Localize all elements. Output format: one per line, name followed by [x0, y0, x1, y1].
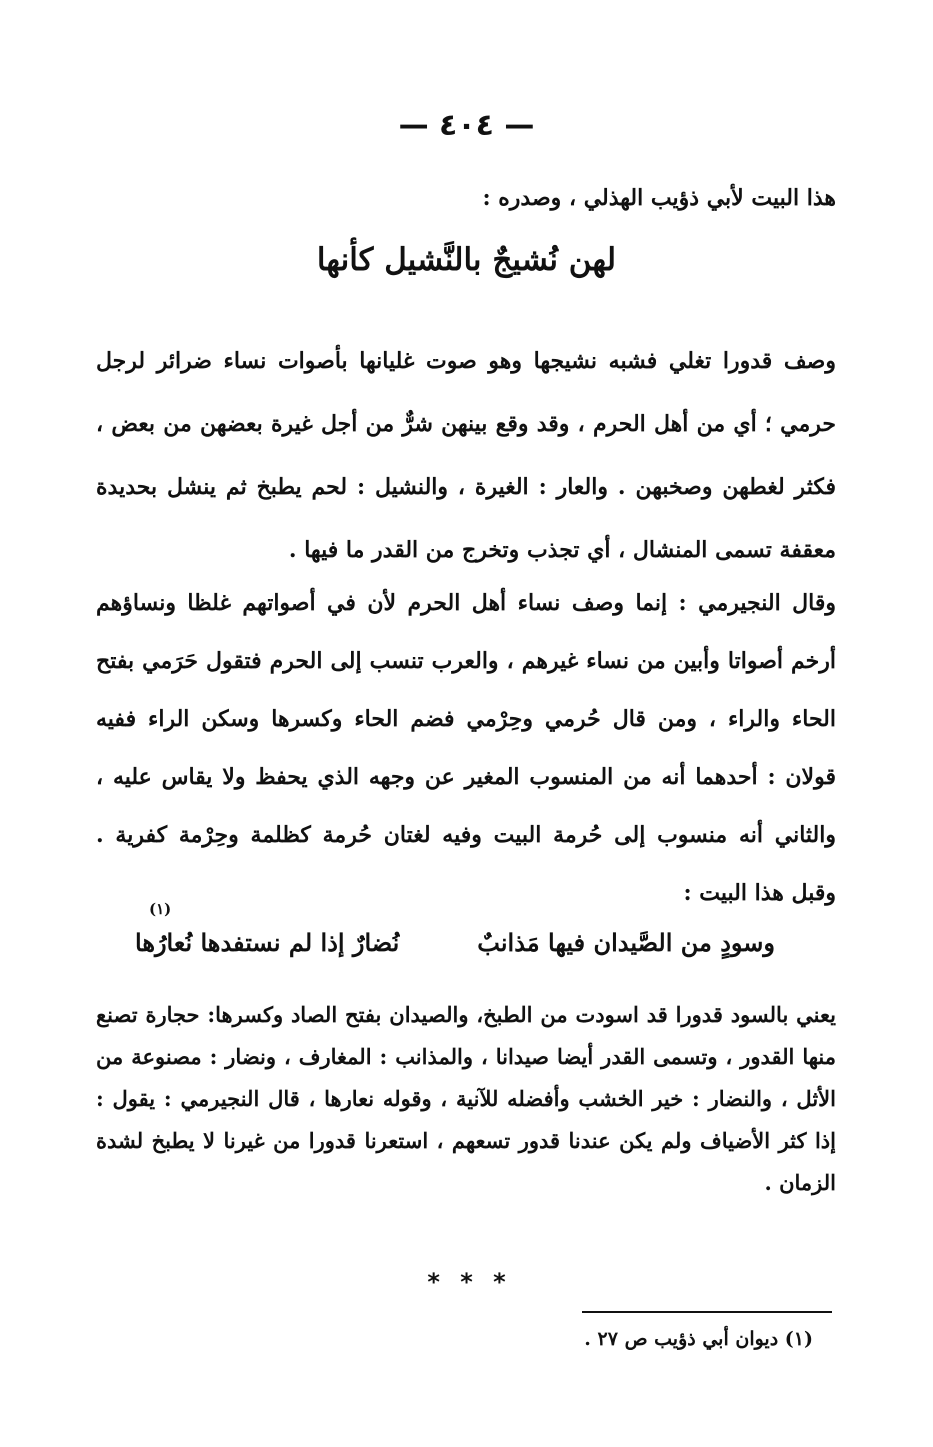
intro-line: هذا البيت لأبي ذؤيب الهذلي ، وصدره :: [482, 185, 836, 211]
commentary-paragraph-2: وقال النجيرمي : إنما وصف نساء أهل الحرم لأن في أصواتهم غلظا ونساؤهم أرخم أصواتا وأبين من نساء غيرهم ، والعرب تنسب إلى الحرم فتقول حَرَمي بفتح الحاء والراء ، ومن قال حُرمي وحِرْمي فضم الحاء وكسرها وسكن الراء ففيه قولان : أحدهما أنه من المنسوب المغير عن وجهه الذي يحفظ ولا يقاس عليه ، والثاني أنه منسوب إلى حُرمة البيت وفيه لغتان حُرمة كظلمة وحِرْمة كفرية . وقبل هذا البيت :: [96, 590, 836, 906]
footnote: (١) ديوان أبي ذؤيب ص ٢٧ .: [584, 1328, 813, 1350]
section-separator: * * *: [427, 1268, 506, 1296]
footnote-reference: (١): [149, 900, 172, 918]
verse-hemistich: لهن نُشيجٌ بالنَّشيل كأنها: [316, 242, 617, 278]
verse-second-hemistich: نُضارٌ إذا لم نستفدها نُعارُها: [135, 928, 400, 957]
commentary-paragraph-1: وصف قدورا تغلي فشبه نشيجها وهو صوت غليانها بأصوات نساء ضرائر لرجل حرمي ؛ أي من أهل الحرم ، وقد وقع بينهن شرٌّ من أجل غيرة بعضهن من بعض ، فكثر لغطهن وصخبهن . والعار : الغيرة ، والنشيل : لحم يطبخ ثم ينشل بحديدة معقفة تسمى المنشال ، أي تجذب وتخرج من القدر ما فيها .: [96, 348, 836, 563]
footnote-divider: [582, 1311, 832, 1313]
poetry-verse: [135, 900, 775, 980]
commentary-paragraph-3: يعني بالسود قدورا قد اسودت من الطبخ، والصيدان بفتح الصاد وكسرها: حجارة تصنع منها القدور ، وتسمى القدر أيضا صيدانا ، والمذانب : المغارف ، ونضار : مصنوعة من الأثل ، والنضار : خير الخشب وأفضله للآنية ، وقوله نعارها ، قال النجيرمي : يقول : إذا كثر الأضياف ولم يكن عندنا قدور تسعهم ، استعرنا قدورا من غيرنا لا يطبخ لشدة الزمان .: [96, 1002, 836, 1195]
page-number: — ٤٠٤ —: [398, 108, 535, 143]
verse-first-hemistich: وسودٍ من الصَّيدان فيها مَذانبٌ: [477, 928, 775, 957]
